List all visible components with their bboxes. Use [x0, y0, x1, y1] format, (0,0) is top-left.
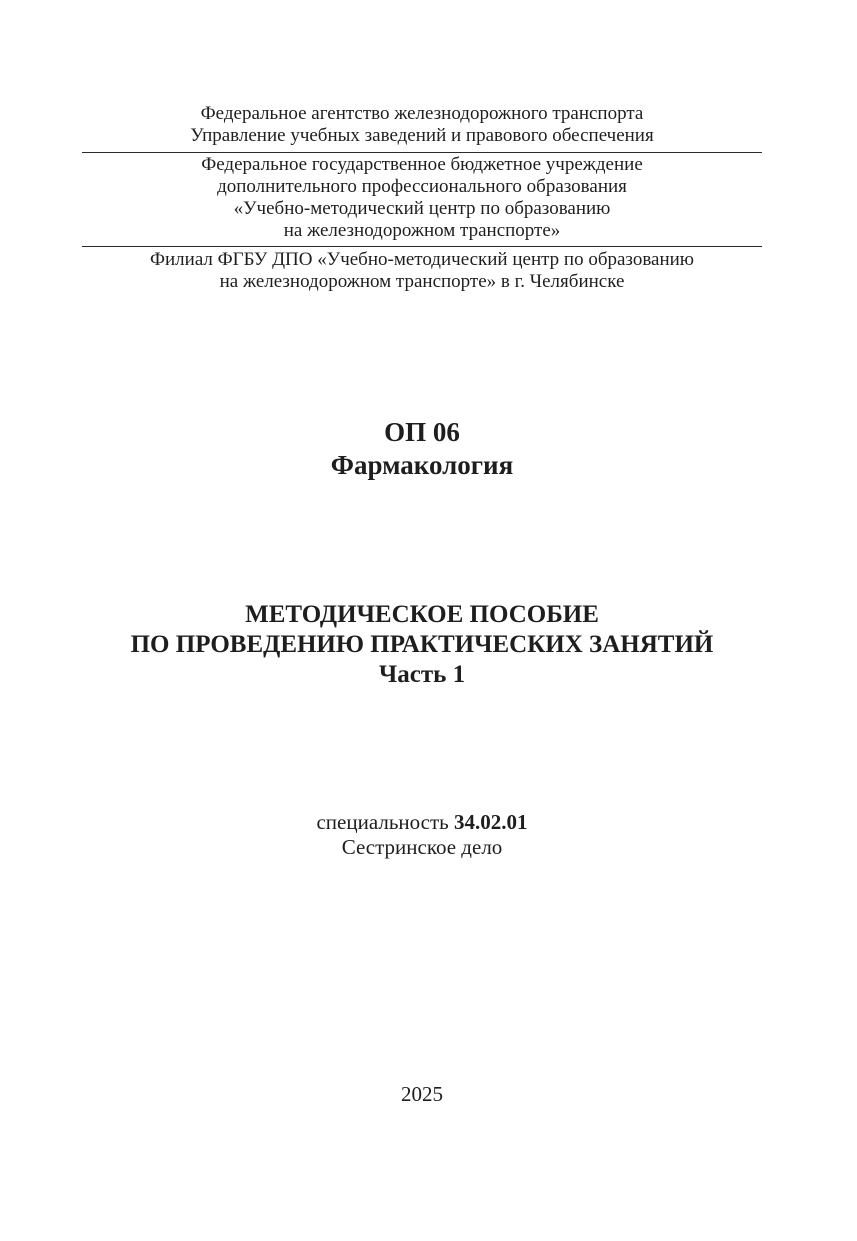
specialty-name: Сестринское дело [341, 835, 503, 859]
publication-year: 2025 [401, 1082, 443, 1106]
specialty-block [82, 810, 762, 860]
divider-rule-2 [82, 246, 762, 247]
document-title-line-2: ПО ПРОВЕДЕНИЮ ПРАКТИЧЕСКИХ ЗАНЯТИЙ [130, 631, 714, 658]
discipline-name: Фармакология [330, 450, 514, 480]
institution-line-2: дополнительного профессионального образования [217, 176, 627, 197]
agency-line-2: Управление учебных заведений и правового обеспечения [190, 125, 654, 146]
year-block [82, 1082, 762, 1107]
institution-line-1: Федеральное государственное бюджетное учреждение [201, 154, 643, 175]
specialty-label: специальность [316, 810, 449, 834]
divider-rule-1 [82, 152, 762, 153]
document-title-line-1: МЕТОДИЧЕСКОЕ ПОСОБИЕ [245, 601, 599, 628]
branch-line-1: Филиал ФГБУ ДПО «Учебно-методический центр по образованию [149, 249, 694, 270]
discipline-block [82, 416, 762, 482]
specialty-line [82, 810, 762, 835]
discipline-code: ОП 06 [384, 417, 460, 447]
branch-block [82, 249, 762, 293]
document-part: Часть 1 [378, 661, 466, 688]
branch-line-2: на железнодорожном транспорте» в г. Челябинске [219, 271, 625, 292]
agency-block [82, 103, 762, 147]
specialty-code: 34.02.01 [454, 810, 528, 834]
institution-line-4: на железнодорожном транспорте» [283, 220, 561, 241]
institution-line-3: «Учебно-методический центр по образованию [233, 198, 611, 219]
institution-block [82, 154, 762, 242]
document-title-block [82, 600, 762, 690]
agency-line-1: Федеральное агентство железнодорожного транспорта [200, 103, 644, 124]
